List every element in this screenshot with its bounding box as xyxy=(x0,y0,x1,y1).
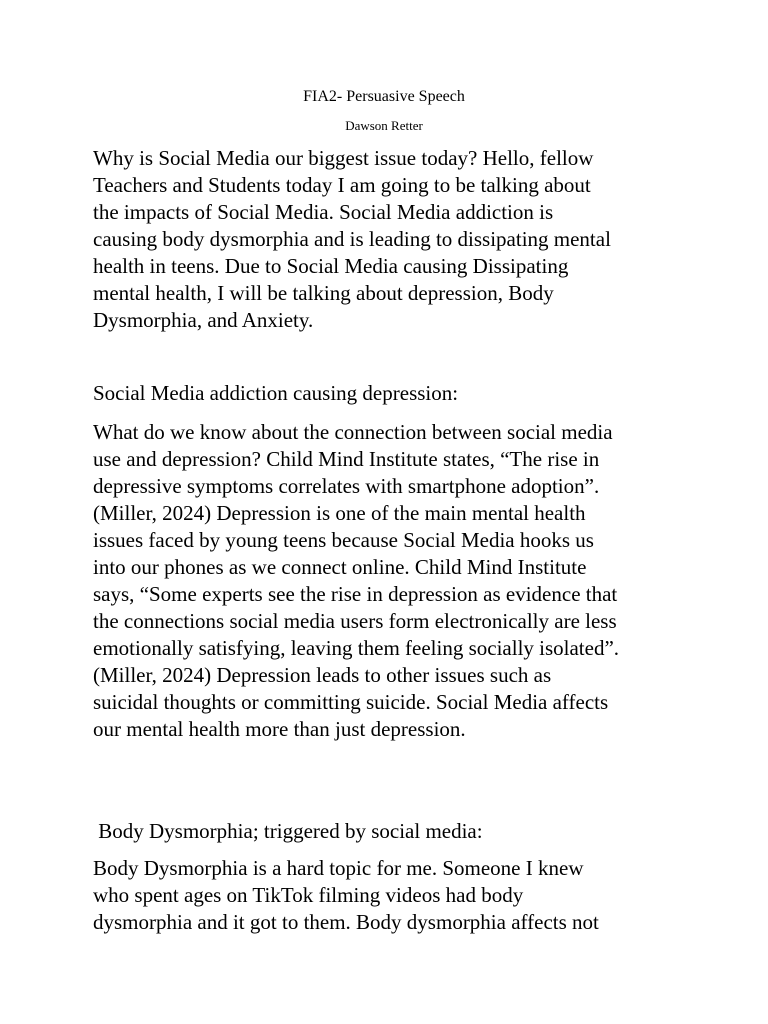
paragraph-line: suicidal thoughts or committing suicide. Social Media affects xyxy=(93,690,609,714)
section-heading-depression: Social Media addiction causing depression: xyxy=(93,381,459,405)
paragraph-line: (Miller, 2024) Depression leads to other issues such as xyxy=(93,663,552,687)
paragraph-line: who spent ages on TikTok filming videos had body xyxy=(93,883,524,907)
paragraph-line: Teachers and Students today I am going to be talking about xyxy=(93,173,591,197)
paragraph-line: depressive symptoms correlates with smartphone adoption”. xyxy=(93,474,600,498)
body-dysmorphia-paragraph xyxy=(93,855,683,936)
paragraph-line: the connections social media users form electronically are less xyxy=(93,609,617,633)
paragraph-line: use and depression? Child Mind Institute states, “The rise in xyxy=(93,447,600,471)
paragraph-line: the impacts of Social Media. Social Media addiction is xyxy=(93,200,554,224)
paragraph-line: Why is Social Media our biggest issue today? Hello, fellow xyxy=(93,146,594,170)
paragraph-line: causing body dysmorphia and is leading to dissipating mental xyxy=(93,227,611,251)
document-author: Dawson Retter xyxy=(345,118,423,133)
intro-paragraph xyxy=(93,145,683,334)
paragraph-line: health in teens. Due to Social Media causing Dissipating xyxy=(93,254,569,278)
paragraph-line: What do we know about the connection between social media xyxy=(93,420,613,444)
paragraph-line: dysmorphia and it got to them. Body dysmorphia affects not xyxy=(93,910,599,934)
paragraph-line: issues faced by young teens because Social Media hooks us xyxy=(93,528,594,552)
paragraph-line: Dysmorphia, and Anxiety. xyxy=(93,308,314,332)
depression-paragraph xyxy=(93,419,683,743)
paragraph-line: (Miller, 2024) Depression is one of the main mental health xyxy=(93,501,586,525)
paragraph-line: says, “Some experts see the rise in depression as evidence that xyxy=(93,582,618,606)
paragraph-line: into our phones as we connect online. Child Mind Institute xyxy=(93,555,587,579)
document-title: FIA2- Persuasive Speech xyxy=(303,88,465,105)
paragraph-line: our mental health more than just depression. xyxy=(93,717,466,741)
section-heading-body-dysmorphia: Body Dysmorphia; triggered by social media: xyxy=(93,819,483,843)
paragraph-line: mental health, I will be talking about depression, Body xyxy=(93,281,554,305)
paragraph-line: Body Dysmorphia is a hard topic for me. Someone I knew xyxy=(93,856,584,880)
paragraph-line: emotionally satisfying, leaving them feeling socially isolated”. xyxy=(93,636,620,660)
